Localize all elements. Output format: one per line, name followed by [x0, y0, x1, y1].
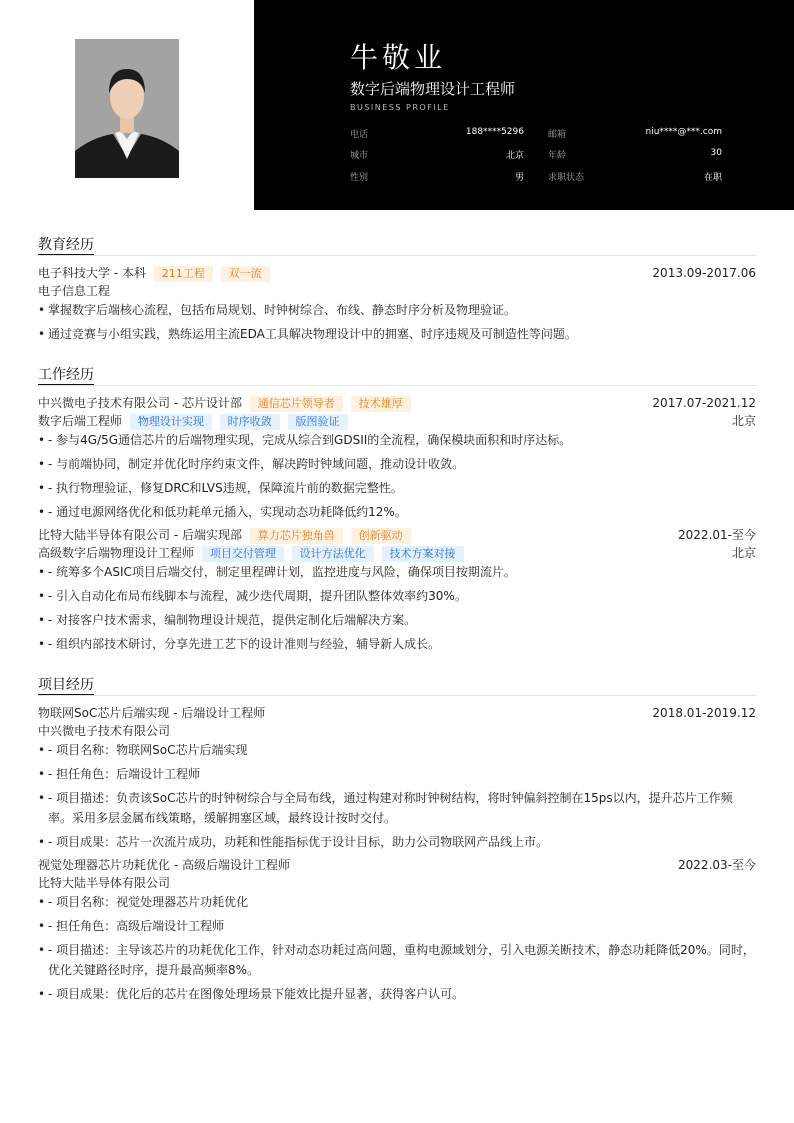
info-label: 电话: [350, 130, 369, 140]
project-date: 2022.03-至今: [678, 858, 756, 872]
section-title-education: 教育经历: [38, 237, 94, 253]
list-item: • - 执行物理验证，修复DRC和LVS违规，保障流片前的数据完整性。: [38, 478, 756, 498]
header-banner: [254, 0, 794, 210]
list-item: • - 项目名称：物联网SoC芯片后端实现: [38, 740, 756, 760]
info-label: 年龄: [548, 151, 567, 161]
info-value: 在职: [703, 173, 722, 183]
company-name: 中兴微电子技术有限公司 - 芯片设计部: [38, 396, 242, 410]
bullet-dot: •: [38, 637, 46, 651]
project-company-row: [38, 722, 756, 740]
info-value: niu****@***.com: [645, 127, 722, 137]
bullet-dot: •: [38, 457, 46, 471]
school-name: 电子科技大学 - 本科: [38, 266, 146, 280]
bullet-dot: •: [38, 943, 46, 957]
job-date: 2022.01-至今: [678, 528, 756, 542]
job-title: 数字后端物理设计工程师: [350, 80, 516, 98]
list-item: • - 项目描述：负责该SoC芯片的时钟树综合与全局布线，通过构建对称时钟树结构，将时钟偏斜控制在15ps以内，提升芯片工作频率。采用多层金属布线策略，缓解拥塞区域，最终设计按时交付。: [38, 788, 756, 828]
info-value: 188****5296: [465, 127, 524, 137]
project-company: 中兴微电子技术有限公司: [38, 724, 171, 738]
info-label: 性别: [350, 173, 369, 183]
section-divider: [38, 255, 756, 256]
education-date: 2013.09-2017.06: [652, 266, 756, 280]
info-phone: [350, 127, 524, 141]
section-divider: [38, 385, 756, 386]
list-item: • - 参与4G/5G通信芯片的后端物理实现，完成从综合到GDSII的全流程，确保模块面积和时序达标。: [38, 430, 756, 450]
list-item: • - 项目成果：优化后的芯片在图像处理场景下能效比提升显著，获得客户认可。: [38, 984, 756, 1004]
project-title-row: [38, 704, 756, 722]
position-name: 高级数字后端物理设计工程师: [38, 546, 195, 560]
position-tag: 设计方法优化: [292, 546, 374, 562]
education-school-row: [38, 264, 756, 282]
info-email: [548, 127, 722, 141]
list-item: • - 引入自动化布局布线脚本与流程，减少迭代周期，提升团队整体效率约30%。: [38, 586, 756, 606]
list-item: • - 统筹多个ASIC项目后端交付，制定里程碑计划，监控进度与风险，确保项目按期流片。: [38, 562, 756, 582]
position-tag: 技术方案对接: [382, 546, 464, 562]
position-name: 数字后端工程师: [38, 414, 123, 428]
person-portrait-image: [75, 39, 179, 178]
list-item: • - 项目名称：视觉处理器芯片功耗优化: [38, 892, 756, 912]
info-gender: [350, 170, 524, 184]
school-tag: 211工程: [154, 266, 213, 282]
position-tag: 项目交付管理: [202, 546, 284, 562]
position-tag: 版图验证: [288, 414, 348, 430]
job-company-row: [38, 526, 756, 544]
company-tag: 技术雄厚: [351, 396, 411, 412]
project-company-row: [38, 874, 756, 892]
info-age: [548, 148, 722, 162]
bullet-dot: •: [38, 481, 46, 495]
job-date: 2017.07-2021.12: [652, 396, 756, 410]
job-position-row: [38, 544, 756, 562]
list-item: • - 对接客户技术需求，编制物理设计规范，提供定制化后端解决方案。: [38, 610, 756, 630]
list-item: • - 组织内部技术研讨，分享先进工艺下的设计准则与经验，辅导新人成长。: [38, 634, 756, 654]
list-item: • - 与前端协同，制定并优化时序约束文件，解决跨时钟域问题，推动设计收敛。: [38, 454, 756, 474]
info-value: 男: [514, 173, 524, 183]
list-item: • 通过竞赛与小组实践，熟练运用主流EDA工具解决物理设计中的拥塞、时序违规及可制造性等问题。: [38, 324, 756, 344]
section-title-projects: 项目经历: [38, 677, 94, 693]
info-label: 邮箱: [548, 130, 567, 140]
photo-panel: [0, 0, 254, 210]
info-city: [350, 148, 524, 162]
list-item: • - 项目成果：芯片一次流片成功，功耗和性能指标优于设计目标，助力公司物联网产品线上市。: [38, 832, 756, 852]
bullet-dot: •: [38, 433, 46, 447]
bullet-dot: •: [38, 589, 46, 603]
position-tag: 时序收敛: [220, 414, 280, 430]
job-position-row: [38, 412, 756, 430]
info-value: 北京: [505, 151, 524, 161]
company-tag: 通信芯片领导者: [250, 396, 343, 412]
job-location: 北京: [731, 414, 756, 428]
profile-subtitle: BUSINESS PROFILE: [350, 103, 450, 112]
section-title-work: 工作经历: [38, 367, 94, 383]
company-tag: 创新驱动: [351, 528, 411, 544]
position-tag: 物理设计实现: [130, 414, 212, 430]
major: 电子信息工程: [38, 284, 111, 298]
project-name: 视觉处理器芯片功耗优化 - 高级后端设计工程师: [38, 858, 290, 872]
info-job-status: [548, 170, 722, 184]
bullet-dot: •: [38, 743, 46, 757]
project-date: 2018.01-2019.12: [652, 706, 756, 720]
education-major-row: [38, 282, 756, 300]
project-company: 比特大陆半导体有限公司: [38, 876, 171, 890]
job-company-row: [38, 394, 756, 412]
bullet-dot: •: [38, 895, 46, 909]
job-location: 北京: [731, 546, 756, 560]
bullet-dot: •: [38, 767, 46, 781]
bullet-dot: •: [38, 613, 46, 627]
bullet-dot: •: [38, 565, 46, 579]
list-item: • - 担任角色：高级后端设计工程师: [38, 916, 756, 936]
info-value: 30: [710, 148, 722, 158]
list-item: • - 通过电源网络优化和低功耗单元插入，实现动态功耗降低约12%。: [38, 502, 756, 522]
bullet-dot: •: [38, 505, 46, 519]
bullet-dot: •: [38, 987, 46, 1001]
project-name: 物联网SoC芯片后端实现 - 后端设计工程师: [38, 706, 266, 720]
list-item: • - 担任角色：后端设计工程师: [38, 764, 756, 784]
info-label: 城市: [350, 151, 369, 161]
bullet-dot: •: [38, 303, 46, 317]
candidate-name: 牛敬业: [350, 41, 447, 74]
company-name: 比特大陆半导体有限公司 - 后端实现部: [38, 528, 242, 542]
school-tag: 双一流: [221, 266, 270, 282]
list-item: • 掌握数字后端核心流程，包括布局规划、时钟树综合、布线、静态时序分析及物理验证。: [38, 300, 756, 320]
company-tag: 算力芯片独角兽: [250, 528, 343, 544]
profile-photo: [75, 39, 179, 178]
bullet-dot: •: [38, 327, 46, 341]
bullet-dot: •: [38, 835, 46, 849]
bullet-dot: •: [38, 919, 46, 933]
project-title-row: [38, 856, 756, 874]
info-label: 求职状态: [548, 173, 585, 183]
list-item: • - 项目描述：主导该芯片的功耗优化工作，针对动态功耗过高问题，重构电源域划分，引入电源关断技术，静态功耗降低20%。同时，优化关键路径时序，提升最高频率8%。: [38, 940, 756, 980]
bullet-dot: •: [38, 791, 46, 805]
section-divider: [38, 695, 756, 696]
